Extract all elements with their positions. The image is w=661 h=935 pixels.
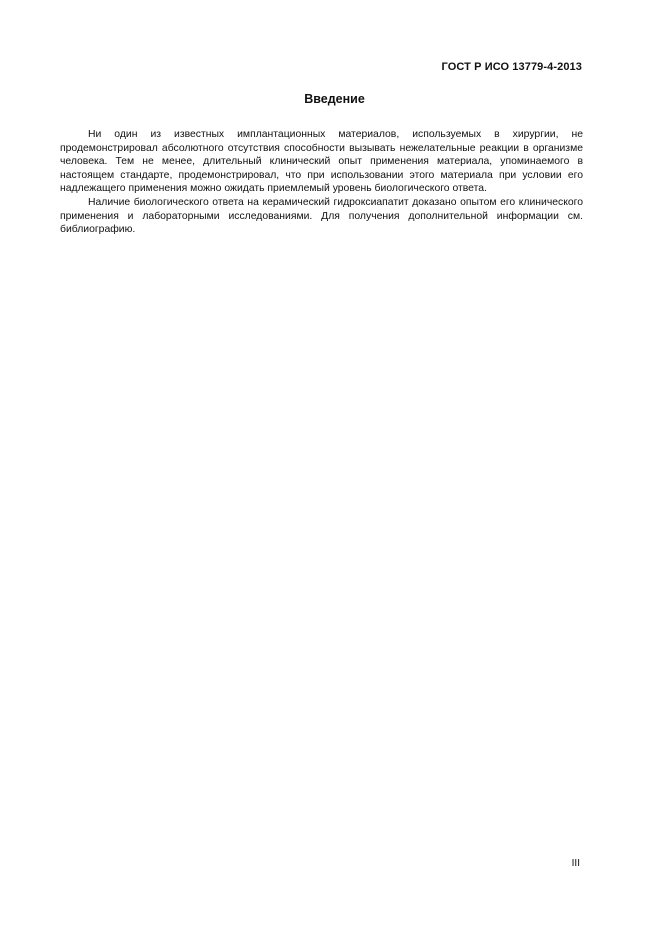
section-title: Введение [304,92,365,106]
paragraph: Наличие биологического ответа на керамический гидроксиапатит доказано опытом его клинического применения и лабораторными исследованиями. Для получения дополнительной информации см. библиографию. [60,196,583,236]
section-body [60,128,583,237]
paragraph: Ни один из известных имплантационных материалов, используемых в хирургии, не продемонстрировал абсолютного отсутствия способности вызывать нежелательные реакции в организме человека. Тем не менее, длительный клинический опыт применения материала, упоминаемого в настоящем стандарте, продемонстрировал, что при использовании этого материала при условии его надлежащего применения можно ожидать приемлемый уровень биологического ответа. [60,129,583,195]
document-code: ГОСТ Р ИСО 13779-4-2013 [441,61,582,73]
page-number: III [571,858,580,869]
